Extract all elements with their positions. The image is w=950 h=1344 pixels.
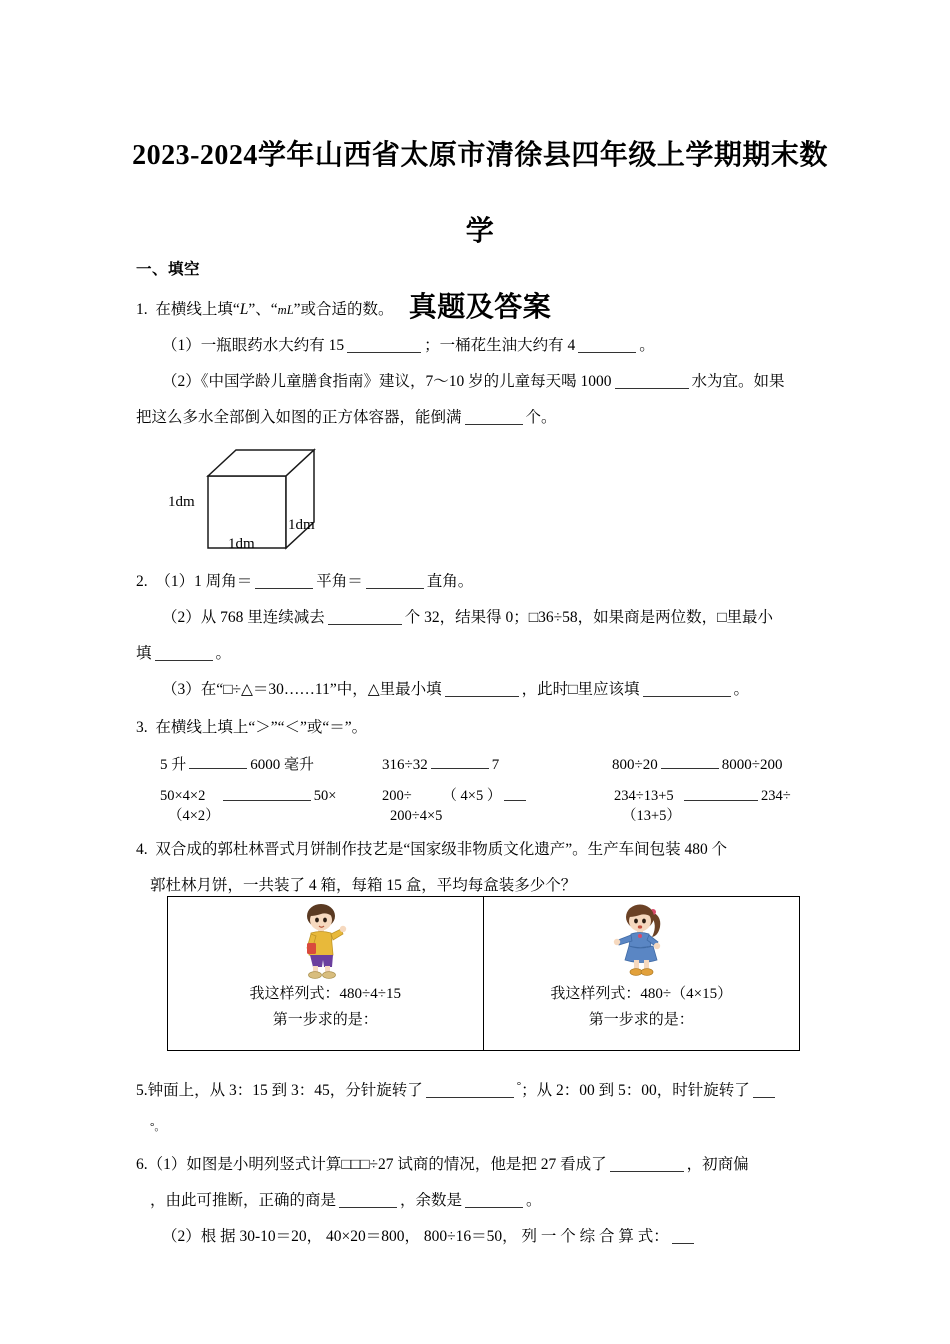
question-1-sub-2-line-2: 把这么多水全部倒入如图的正方体容器，能倒满 个。 bbox=[136, 409, 557, 426]
answer-blank[interactable] bbox=[504, 786, 526, 801]
answer-blank[interactable] bbox=[661, 753, 719, 769]
answer-blank[interactable] bbox=[615, 373, 689, 389]
question-2-sub-3: （3）在“□÷△＝30……11”中，△里最小填 ，此时□里应该填 。 bbox=[162, 681, 750, 698]
table-cell-left-line-1: 我这样列式：480÷4÷15 bbox=[249, 986, 401, 1002]
degree-symbol: ° bbox=[516, 1080, 522, 1092]
cube-label-left: 1dm bbox=[168, 494, 195, 510]
section-heading: 一、填空 bbox=[136, 261, 201, 278]
comparison-item bbox=[382, 786, 614, 826]
comparison-item: 316÷32 7 bbox=[382, 748, 612, 782]
question-2 bbox=[136, 564, 826, 708]
expression-left: 50×4×2 （4×2） bbox=[160, 788, 220, 824]
answer-blank[interactable] bbox=[255, 573, 313, 589]
comparison-grid bbox=[160, 748, 826, 826]
question-4-line-1: 4. 双合成的郭杜林晋式月饼制作技艺是“国家级非物质文化遗产”。生产车间包装 480 个 bbox=[136, 841, 728, 858]
expression-left: 200÷ 200÷4×5 bbox=[382, 788, 443, 824]
answer-blank[interactable] bbox=[643, 681, 731, 697]
answer-blank[interactable] bbox=[347, 337, 421, 353]
question-6-sub-2: （2）根 据 30‐10＝20， 40×20＝800， 800÷16＝50， 列 一 个 综 合 算 式： bbox=[136, 1219, 826, 1255]
expression-right: 50× bbox=[313, 788, 337, 804]
cube-diagram-svg bbox=[166, 442, 366, 554]
question-5-line-2: °。 bbox=[150, 1121, 166, 1133]
answer-blank[interactable] bbox=[465, 409, 523, 425]
table-cell-left-line-2: 第一步求的是： bbox=[272, 1012, 378, 1028]
comparison-item: 5 升 6000 毫升 bbox=[160, 748, 382, 782]
question-4-line-2: 郭杜林月饼，一共装了 4 箱，每箱 15 盒，平均每盒装多少个？ bbox=[150, 877, 577, 894]
answer-blank[interactable] bbox=[753, 1082, 775, 1098]
cube-label-bottom: 1dm bbox=[228, 536, 255, 552]
question-6-sub-1: 6.（1）如图是小明列竖式计算□□□÷27 试商的情况，他是把 27 看成了 ，初商偏 bbox=[136, 1156, 749, 1173]
answer-blank[interactable] bbox=[155, 645, 213, 661]
answer-blank[interactable] bbox=[328, 609, 402, 625]
boy-figure bbox=[290, 903, 360, 981]
question-3-stem: 3. 在横线上填上“＞”“＜”或“＝”。 bbox=[136, 719, 368, 736]
answer-blank[interactable] bbox=[672, 1228, 694, 1244]
comparison-item: 800÷20 8000÷200 bbox=[612, 748, 826, 782]
question-1-sub-1: （1）一瓶眼药水大约有 15 ；一桶花生油大约有 4 。 bbox=[162, 337, 655, 354]
table-cell-right-line-1: 我这样列式：480÷（4×15） bbox=[550, 986, 733, 1002]
answer-blank[interactable] bbox=[426, 1082, 514, 1098]
title-line-1: 2023-2024学年山西省太原市清徐县四年级上学期期末数学 bbox=[132, 140, 828, 247]
comparison-item bbox=[614, 786, 826, 826]
comparison-row-2 bbox=[160, 786, 826, 826]
cube-figure bbox=[166, 442, 826, 562]
table-cell-right-line-2: 第一步求的是： bbox=[588, 1012, 694, 1028]
girl-figure bbox=[606, 903, 676, 981]
question-5-line-1: 5.钟面上，从 3：15 到 3：45，分针旋转了 °；从 2：00 到 5：00，时针旋转了 bbox=[136, 1068, 826, 1109]
question-6 bbox=[136, 1147, 826, 1255]
question-1-stem: 1. 在横线上填“L”、“mL”或合适的数。 bbox=[136, 301, 394, 318]
answer-blank[interactable] bbox=[578, 337, 636, 353]
boy-figure-svg bbox=[290, 903, 360, 981]
unit-milliliter: mL bbox=[277, 303, 294, 317]
table-cell-right bbox=[484, 897, 800, 1050]
answer-blank[interactable] bbox=[189, 753, 247, 769]
answer-blank[interactable] bbox=[465, 1192, 523, 1208]
title-line-2: 真题及答案 bbox=[408, 292, 552, 323]
answer-blank[interactable] bbox=[223, 786, 311, 801]
answer-blank[interactable] bbox=[339, 1192, 397, 1208]
expression-left: 234÷13+5 （13+5） bbox=[614, 788, 681, 824]
unit-liter: L bbox=[239, 301, 249, 318]
answer-blank[interactable] bbox=[684, 786, 758, 801]
question-5 bbox=[136, 1068, 826, 1145]
question-6-line-2: ，由此可推断，正确的商是 ，余数是 。 bbox=[150, 1192, 542, 1209]
comparison-item bbox=[160, 786, 382, 826]
table-cell-left bbox=[168, 897, 484, 1050]
question-4 bbox=[136, 832, 826, 904]
comparison-row-1 bbox=[160, 748, 826, 782]
expression-right: 234÷ bbox=[760, 788, 791, 804]
expression-paren: （ 4×5 ） bbox=[442, 788, 502, 804]
cube-label-right: 1dm bbox=[288, 517, 315, 533]
question-2-sub-2-line-2: 填 。 bbox=[136, 645, 232, 662]
answer-blank[interactable] bbox=[366, 573, 424, 589]
document-body bbox=[136, 252, 826, 1255]
answer-blank[interactable] bbox=[431, 753, 489, 769]
answer-blank[interactable] bbox=[610, 1156, 684, 1172]
answer-blank[interactable] bbox=[445, 681, 519, 697]
method-comparison-table bbox=[167, 896, 800, 1051]
question-2-sub-1: 2. （1）1 周角＝ 平角＝ 直角。 bbox=[136, 573, 474, 590]
question-1 bbox=[136, 292, 826, 562]
girl-figure-svg bbox=[606, 903, 676, 981]
question-1-sub-2: （2）《中国学龄儿童膳食指南》建议，7～10 岁的儿童每天喝 1000 水为宜。如果 bbox=[162, 373, 785, 390]
question-3 bbox=[136, 710, 826, 826]
question-2-sub-2: （2）从 768 里连续减去 个 32，结果得 0；□36÷58，如果商是两位数，□里最小 bbox=[162, 609, 774, 626]
